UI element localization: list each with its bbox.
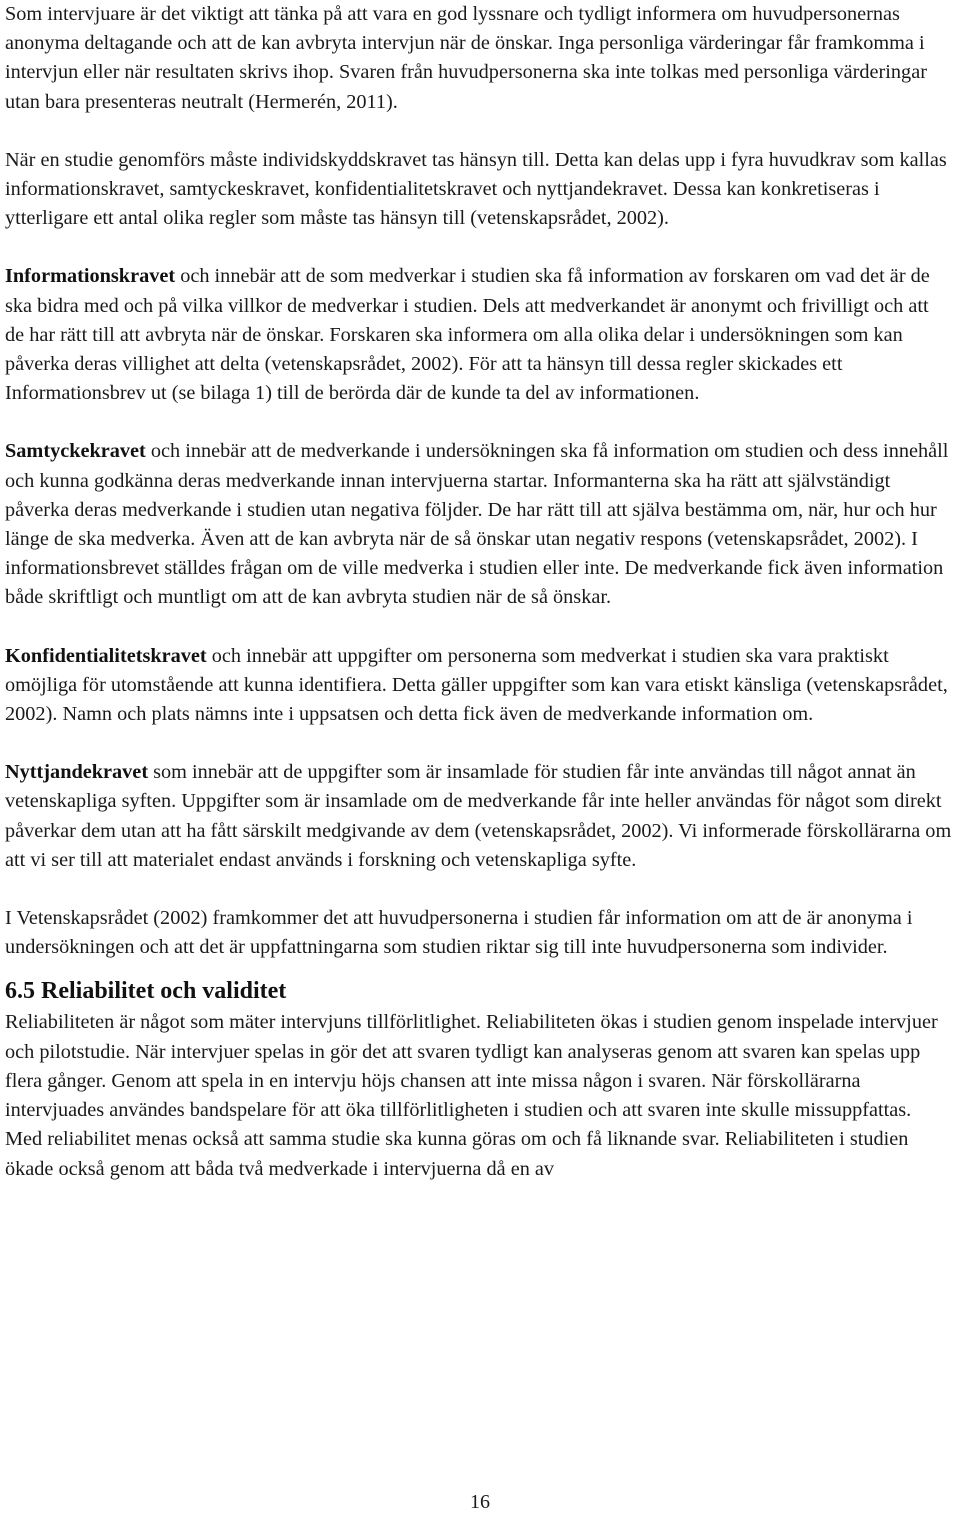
text-nyttjandekravet: som innebär att de uppgifter som är insamlade för studien får inte användas till något annat än vetenskapliga syften. Uppgifter som är insamlade om de medverkande får inte heller användas för något som direkt påverkar dem utan att ha fått särskilt medgivande av dem (vetenskapsrådet, 2002). Vi informerade förskollärarna om att vi ser till att materialet endast används i forskning och vetenskapliga syfte.	[5, 761, 952, 871]
paragraph-vetenskapsradet: I Vetenskapsrådet (2002) framkommer det att huvudpersonerna i studien får information om att de är anonyma i undersökningen och att det är uppfattningarna som studien riktar sig till inte huvudpersonerna som individer.	[5, 907, 913, 959]
term-konfidentialitetskravet: Konfidentialitetskravet	[5, 644, 207, 667]
term-nyttjandekravet: Nyttjandekravet	[5, 761, 149, 784]
paragraph-samtyckekravet	[5, 437, 952, 612]
text-informationskravet: och innebär att de som medverkar i studien ska få information av forskaren om vad det är de ska bidra med och på vilka villkor de medverkar i studien. Dels att medverkandet är anonymt och frivilligt och att de har rätt till att avbryta när de önskar. Forskaren ska informera om alla olika delar i undersökningen som kan påverka deras villighet att delta (vetenskapsrådet, 2002). För att ta hänsyn till dessa regler skickades ett Informationsbrev ut (se bilaga 1) till de berörda där de kunde ta del av informationen.	[5, 265, 930, 405]
page-number: 16	[470, 1491, 490, 1513]
term-informationskravet: Informationskravet	[5, 265, 176, 288]
paragraph-individskyddskravet: När en studie genomförs måste individskyddskravet tas hänsyn till. Detta kan delas upp i fyra huvudkrav som kallas informationskravet, samtyckeskravet, konfidentialitetskravet och nyttjandekravet. Dessa kan konkretiseras i ytterligare ett antal olika regler som måste tas hänsyn till (vetenskapsrådet, 2002).	[5, 148, 947, 230]
text-konfidentialitetskravet: och innebär att uppgifter om personerna som medverkat i studien ska vara praktiskt omöjliga för utomstående att kunna identifiera. Detta gäller uppgifter som kan vara etiskt känsliga (vetenskapsrådet, 2002). Namn och plats nämns inte i uppsatsen och detta fick även de medverkande information om.	[5, 644, 948, 726]
text-samtyckekravet: och innebär att de medverkande i undersökningen ska få information om studien och dess innehåll och kunna godkänna deras medverkande innan intervjuerna startar. Informanterna ska ha rätt att självständigt påverka deras medverkande i studien utan negativa följder. De har rätt till att själva bestämma om, när, hur och hur länge de ska medverka. Även att de kan avbryta när de så önskar utan negativ respons (vetenskapsrådet, 2002). I informationsbrevet ställdes frågan om de ville medverka i studien eller inte. De medverkande fick även information både skriftligt och muntligt om att de kan avbryta studien när de så önskar.	[5, 440, 949, 609]
paragraph-informationskravet	[5, 262, 952, 408]
paragraph-reliabilitet: Reliabiliteten är något som mäter intervjuns tillförlitlighet. Reliabiliteten ökas i studien genom inspelade intervjuer och pilotstudie. När intervjuer spelas in gör det att svaren tydligt kan analyseras genom att svaren kan spelas upp flera gånger. Genom att spela in en intervju höjs chansen att inte missa någon i svaren. När förskollärarna intervjuades användes bandspelare för att öka tillförlitligheten i studien och att svaren inte skulle missuppfattas. Med reliabilitet menas också att samma studie ska kunna göras om och få liknande svar. Reliabiliteten i studien ökade också genom att båda två medverkade i intervjuerna då en av	[5, 1011, 938, 1180]
paragraph-interviewer: Som intervjuare är det viktigt att tänka på att vara en god lyssnare och tydligt informera om huvudpersonernas anonyma deltagande och att de kan avbryta intervjun när de önskar. Inga personliga värderingar får framkomma i intervjun eller när resultaten skrivs ihop. Svaren från huvudpersonerna ska inte tolkas med personliga värderingar utan bara presenteras neutralt (Hermerén, 2011).	[5, 3, 927, 113]
section-heading: 6.5 Reliabilitet och validitet	[5, 978, 287, 1005]
term-samtyckekravet: Samtyckekravet	[5, 440, 146, 463]
paragraph-nyttjandekravet	[5, 758, 952, 875]
paragraph-konfidentialitetskravet	[5, 642, 952, 730]
